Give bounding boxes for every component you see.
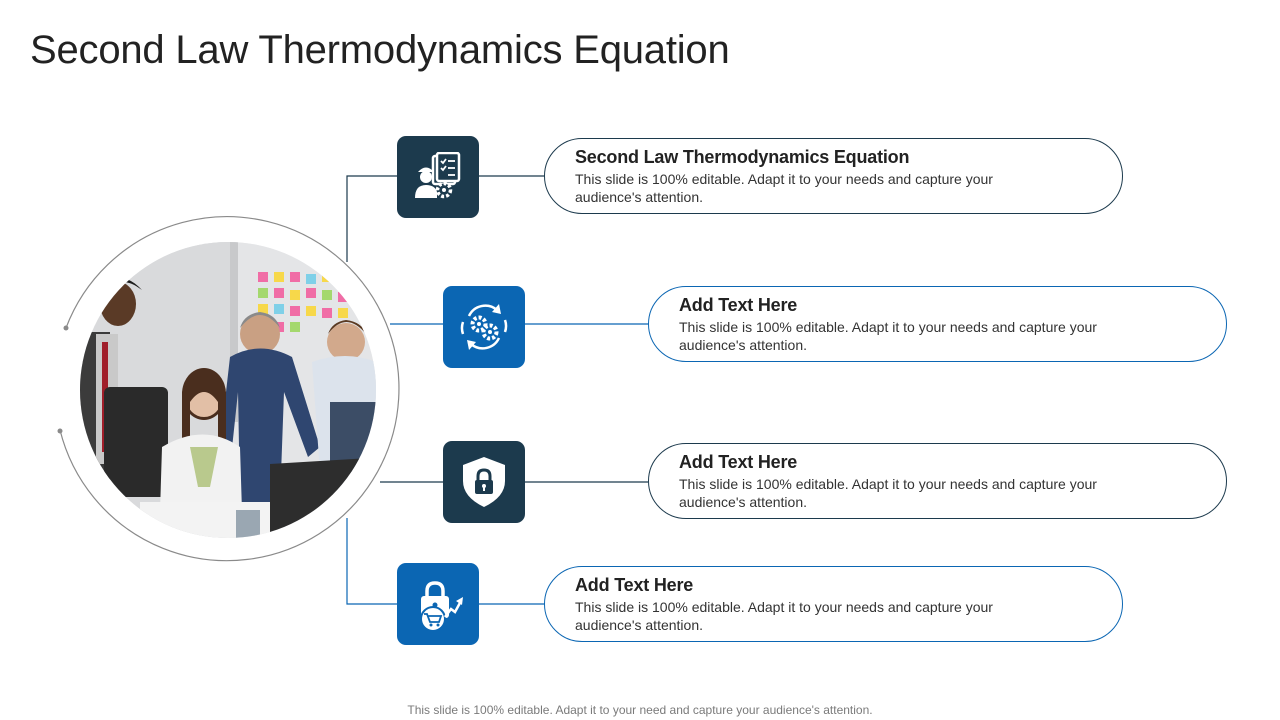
gears-cycle-icon xyxy=(443,286,525,368)
item-title: Add Text Here xyxy=(679,295,798,315)
item-body: This slide is 100% editable. Adapt it to your needs and capture your audience's attention. xyxy=(575,599,993,633)
padlock-cart-growth-icon xyxy=(397,563,479,645)
item-title: Add Text Here xyxy=(679,452,798,472)
page-title: Second Law Thermodynamics Equation xyxy=(30,28,730,72)
item-body: This slide is 100% editable. Adapt it to your needs and capture your audience's attention. xyxy=(575,171,993,205)
item-title: Add Text Here xyxy=(575,575,694,595)
worker-checklist-gear-icon xyxy=(397,136,479,218)
item-title: Second Law Thermodynamics Equation xyxy=(575,147,910,167)
shield-lock-icon xyxy=(443,441,525,523)
footer-note: This slide is 100% editable. Adapt it to your need and capture your audience's attention. xyxy=(407,703,873,717)
content-box-1 xyxy=(544,138,1123,214)
item-body: This slide is 100% editable. Adapt it to your needs and capture your audience's attention. xyxy=(679,476,1097,510)
content-box-3 xyxy=(648,443,1227,519)
team-photo xyxy=(80,242,376,538)
item-body: This slide is 100% editable. Adapt it to your needs and capture your audience's attention. xyxy=(679,319,1097,353)
content-box-4 xyxy=(544,566,1123,642)
content-box-2 xyxy=(648,286,1227,362)
